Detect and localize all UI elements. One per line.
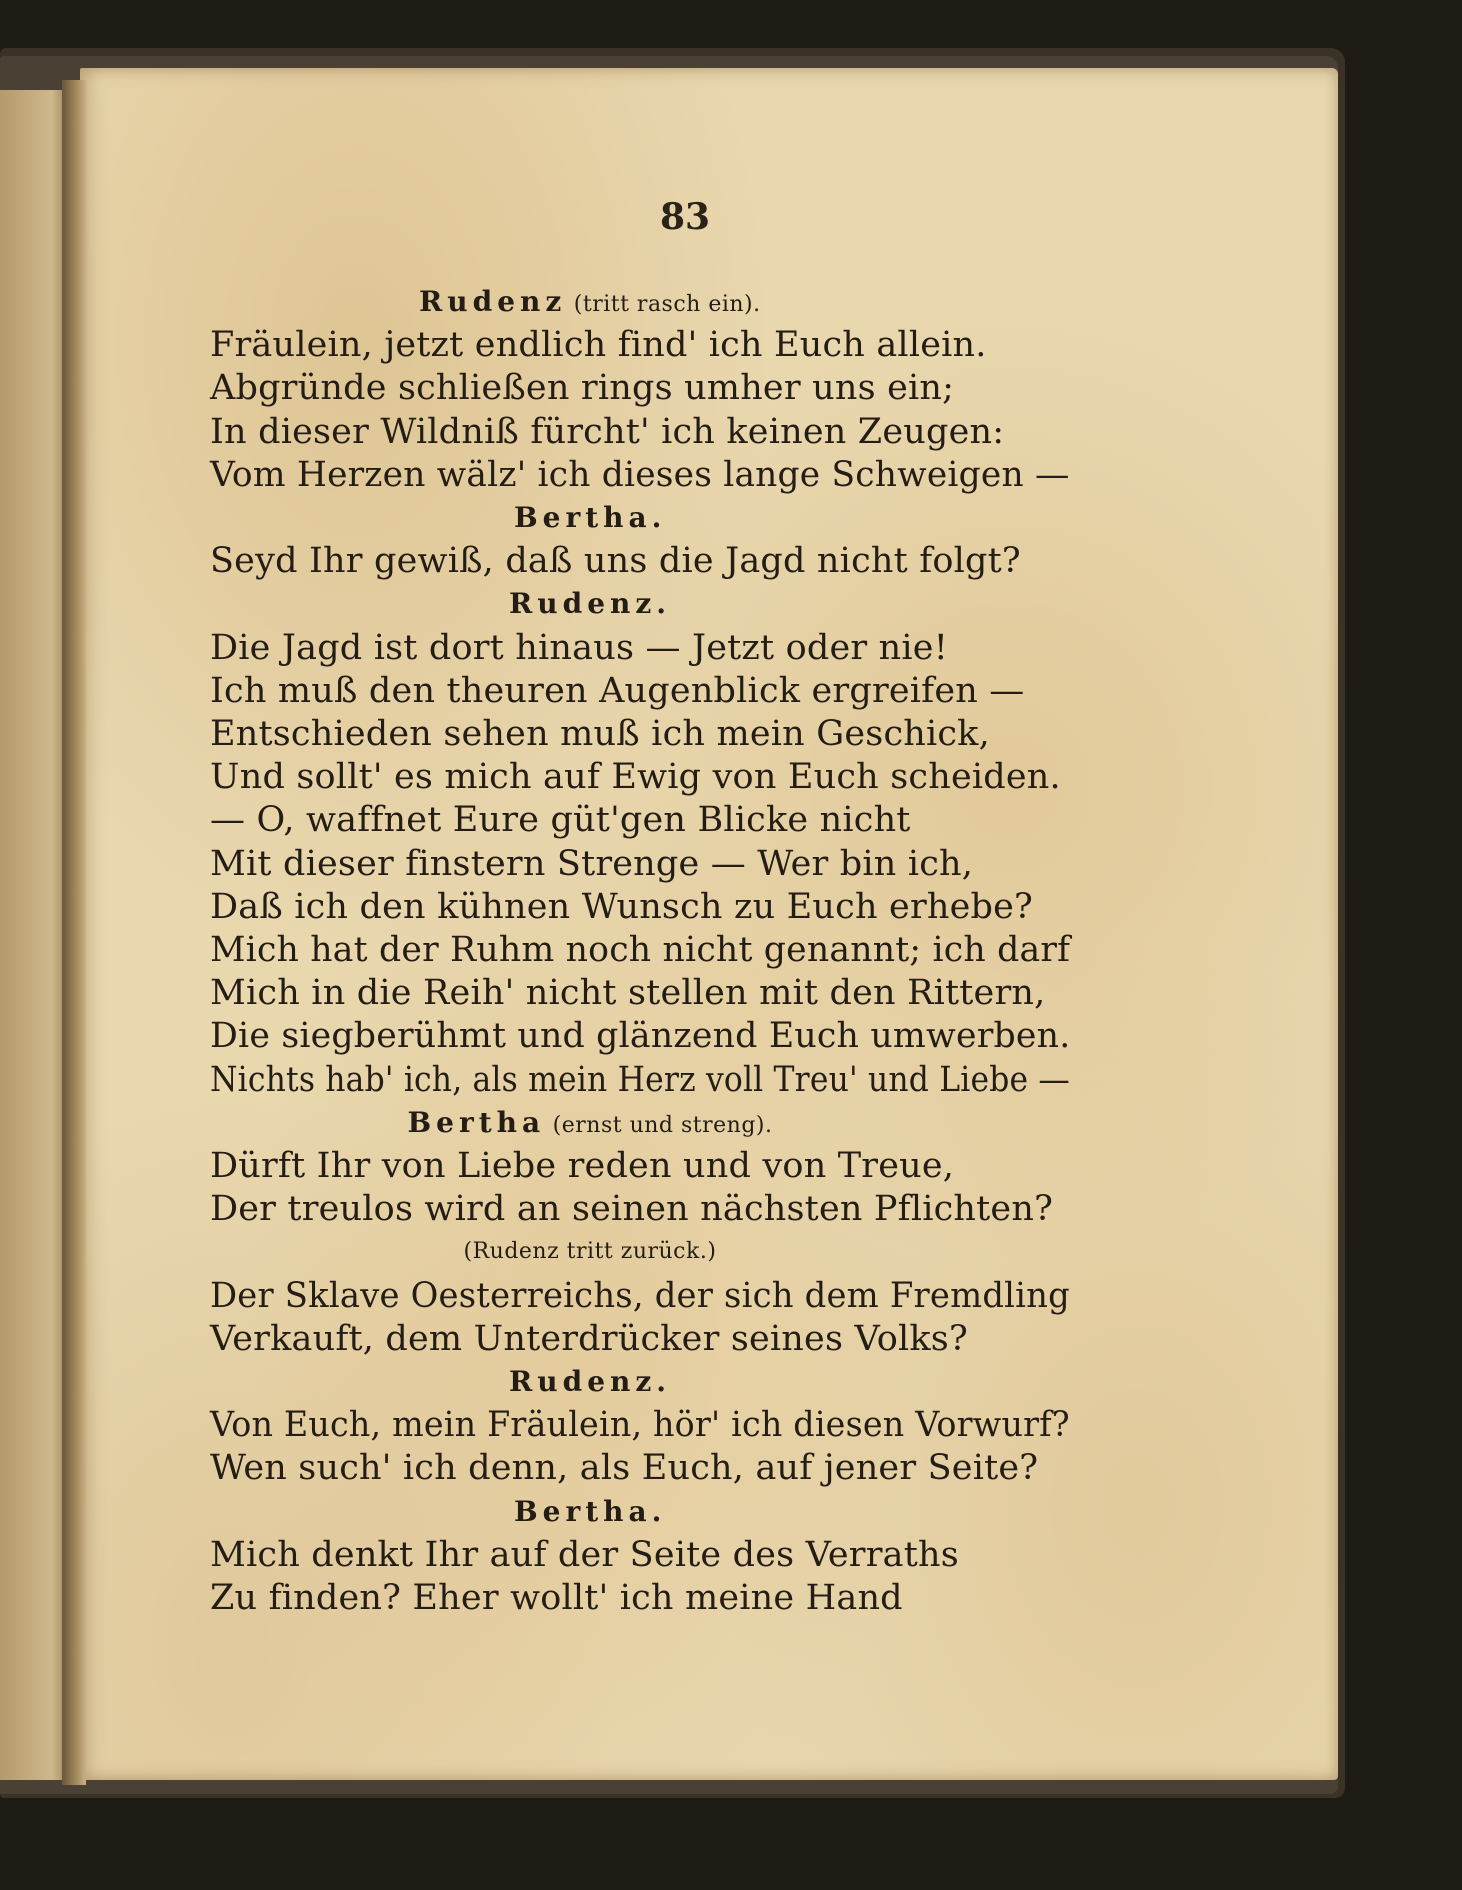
verse-line: Mit dieser finstern Strenge — Wer bin ich, xyxy=(210,843,974,884)
verse-line: Dürft Ihr von Liebe reden und von Treue, xyxy=(210,1146,955,1186)
verse-line: Mich denkt Ihr auf der Seite des Verraths xyxy=(210,1534,959,1575)
verse-line: — O, waffnet Eure güt'gen Blicke nicht xyxy=(210,800,911,841)
stage-direction: (ernst und streng). xyxy=(545,1112,773,1138)
speaker-heading xyxy=(514,1492,666,1532)
speaker-heading xyxy=(408,1103,773,1143)
verse-line: Zu finden? Eher wollt' ich meine Hand xyxy=(210,1578,903,1618)
verse-line: In dieser Wildniß fürcht' ich keinen Zeugen: xyxy=(210,411,1005,452)
verse-line: Die Jagd ist dort hinaus — Jetzt oder nie! xyxy=(210,627,948,668)
verse-line: Mich hat der Ruhm noch nicht genannt; ich darf xyxy=(210,930,1071,970)
speaker-name: Rudenz. xyxy=(509,587,672,621)
book-gutter xyxy=(62,80,86,1785)
speaker-name: Bertha. xyxy=(514,501,667,534)
verse-line: Daß ich den kühnen Wunsch zu Euch erhebe? xyxy=(210,886,1034,927)
verse-line: Entschieden sehen muß ich mein Geschick, xyxy=(210,714,990,754)
stage-direction: (Rudenz tritt zurück.) xyxy=(463,1239,717,1265)
speaker-name: Rudenz xyxy=(419,285,567,318)
verse-line: Verkauft, dem Unterdrücker seines Volks? xyxy=(210,1318,968,1359)
speaker-name: Bertha. xyxy=(514,1494,667,1528)
speaker-heading xyxy=(514,498,666,538)
verse-line: Der Sklave Oesterreichs, der sich dem Fremdling xyxy=(210,1275,1070,1316)
verse-line: Abgründe schließen rings umher uns ein; xyxy=(210,368,955,409)
verse-line: Wen such' ich denn, als Euch, auf jener Seite? xyxy=(210,1448,1039,1489)
speaker-heading xyxy=(509,1362,671,1402)
verse-line: Ich muß den theuren Augenblick ergreifen — xyxy=(210,670,1025,711)
verse-line: Und sollt' es mich auf Ewig von Euch scheiden. xyxy=(210,757,1061,798)
verse-line: Seyd Ihr gewiß, daß uns die Jagd nicht folgt? xyxy=(210,541,1021,582)
speaker-name: Rudenz. xyxy=(509,1365,672,1398)
stage-direction: (tritt rasch ein). xyxy=(566,292,761,317)
speaker-heading xyxy=(509,584,671,624)
verse-line: Von Euch, mein Fräulein, hör' ich diesen Vorwurf? xyxy=(210,1405,1070,1446)
verse-line: Mich in die Reih' nicht stellen mit den Rittern, xyxy=(210,973,1046,1014)
speaker-name: Bertha xyxy=(407,1105,546,1139)
verse-line: Fräulein, jetzt endlich find' ich Euch allein. xyxy=(210,325,987,366)
verse-line: Die siegberühmt und glänzend Euch umwerben. xyxy=(210,1016,1071,1057)
speaker-heading xyxy=(419,282,761,322)
verse-line: Vom Herzen wälz' ich dieses lange Schweigen — xyxy=(210,454,1070,495)
verse-line: Der treulos wird an seinen nächsten Pflichten? xyxy=(210,1189,1054,1230)
verse-line: Nichts hab' ich, als mein Herz voll Treu' und Liebe — xyxy=(210,1059,1070,1100)
page-number: 83 xyxy=(659,196,711,238)
